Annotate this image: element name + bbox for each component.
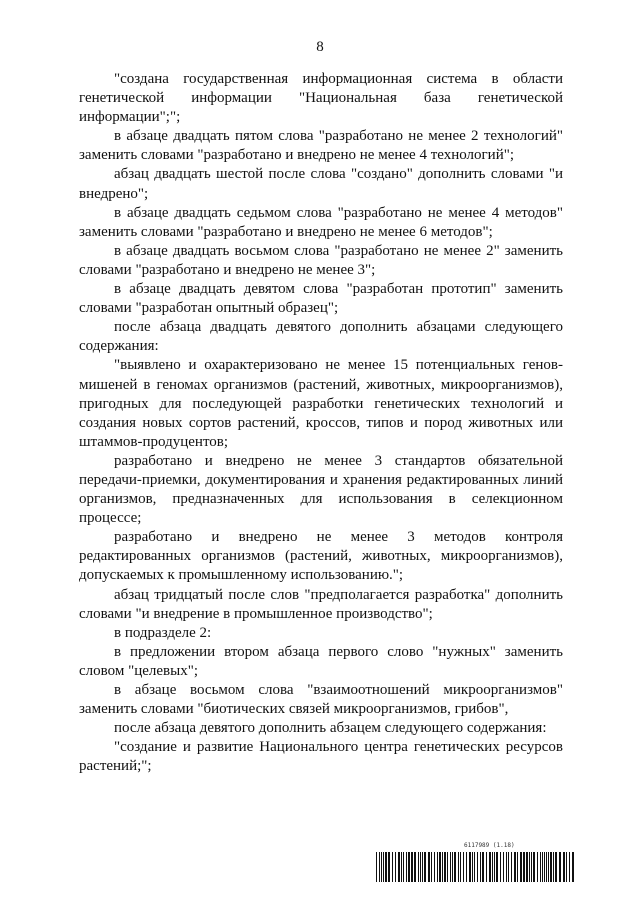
barcode-bar <box>544 852 545 882</box>
paragraph: в абзаце двадцать пятом слова "разработано не менее 2 технологий" заменить словами "разработано и внедрено не менее 4 технологий"; <box>79 128 563 164</box>
barcode-bar <box>492 852 493 882</box>
barcode-bar <box>444 852 446 882</box>
barcode-bar <box>472 852 473 882</box>
barcode-bar <box>385 852 387 882</box>
paragraph: разработано и внедрено не менее 3 стандартов обязательной передачи-приемки, документирования и хранения редактированных линий организмов, предназначенных для использования в селекционном процессе; <box>79 452 563 527</box>
barcode-bar <box>496 852 498 882</box>
barcode-bar <box>414 852 416 882</box>
barcode-bar <box>508 852 509 882</box>
paragraph: после абзаца девятого дополнить абзацем следующего содержания: <box>114 720 547 737</box>
barcode-bar <box>403 852 404 882</box>
barcode-bar <box>511 852 512 882</box>
barcode-bar <box>401 852 402 882</box>
barcode-bar <box>424 852 426 882</box>
barcode-bar <box>383 852 384 882</box>
barcode-bar <box>450 852 451 882</box>
barcode-bar <box>531 852 532 882</box>
paragraph: "создана государственная информационная система в области генетической информации "Национальная база генетической информации";"; <box>79 71 563 126</box>
barcode-bar <box>517 852 518 882</box>
paragraph: в предложении втором абзаца первого слово "нужных" заменить словом "целевых"; <box>79 643 563 679</box>
barcode-bar <box>420 852 421 882</box>
barcode-bar <box>548 852 549 882</box>
barcode-bar <box>537 852 538 882</box>
barcode-bar <box>437 852 438 882</box>
barcode-bar <box>454 852 456 882</box>
barcode-bar <box>546 852 547 882</box>
paragraph: в абзаце двадцать седьмом слова "разработано не менее 4 методов" заменить словами "разработано и внедрено не менее 6 методов"; <box>79 204 563 240</box>
barcode-bar <box>480 852 481 882</box>
barcode-bar <box>388 852 390 882</box>
barcode-bar <box>431 852 432 882</box>
paragraph: "создание и развитие Национального центра генетических ресурсов растений;"; <box>79 739 563 775</box>
barcode-bar <box>559 852 561 882</box>
barcode-bar <box>406 852 407 882</box>
barcode-bar <box>494 852 495 882</box>
barcode-bar <box>526 852 528 882</box>
barcode-bar <box>514 852 516 882</box>
document-body <box>79 70 563 776</box>
barcode-bar <box>500 852 501 882</box>
barcode-bar <box>569 852 570 882</box>
barcode-bar <box>542 852 543 882</box>
barcode-icon <box>376 852 574 882</box>
barcode-bar <box>486 852 487 882</box>
barcode-bar <box>503 852 504 882</box>
barcode-bar <box>555 852 557 882</box>
barcode-bar <box>418 852 419 882</box>
barcode-bar <box>563 852 565 882</box>
barcode-bar <box>379 852 380 882</box>
barcode-bar <box>489 852 491 882</box>
barcode-bar <box>533 852 535 882</box>
barcode-bar <box>452 852 453 882</box>
barcode-bar <box>458 852 459 882</box>
barcode-bar <box>540 852 541 882</box>
barcode-bar <box>422 852 423 882</box>
barcode-bar <box>466 852 467 882</box>
paragraph: в подразделе 2: <box>114 624 212 641</box>
barcode-bar <box>550 852 552 882</box>
barcode-footer <box>376 842 574 884</box>
paragraph: "выявлено и охарактеризовано не менее 15 потенциальных генов-мишеней в геномах организмов (растений, животных, микроорганизмов), пригодных для последующей разработки генетических технологий и создания новых сортов растений, кроссов, типов и пород животных или штаммов-продуцентов; <box>79 357 563 450</box>
barcode-bar <box>463 852 464 882</box>
paragraph: разработано и внедрено не менее 3 методов контроля редактированных организмов (растений, животных, микроорганизмов), допускаемых к промышленному использованию."; <box>79 529 563 584</box>
barcode-bar <box>469 852 471 882</box>
barcode-bar <box>520 852 522 882</box>
paragraph: после абзаца двадцать девятого дополнить абзацами следующего содержания: <box>79 319 563 355</box>
barcode-bar <box>439 852 441 882</box>
barcode-bar <box>381 852 382 882</box>
paragraph: в абзаце двадцать восьмом слова "разработано не менее 2" заменить словами "разработано и внедрено не менее 3"; <box>79 242 563 278</box>
paragraph: абзац двадцать шестой после слова "создано" дополнить словами "и внедрено"; <box>79 166 563 202</box>
barcode-bar <box>482 852 484 882</box>
barcode-bar <box>442 852 443 882</box>
barcode-bar <box>506 852 507 882</box>
paragraph: абзац тридцатый после слов "предполагается разработка" дополнить словами "и внедрение в промышленное производство"; <box>79 586 563 622</box>
barcode-caption: 6117989 (1.18) <box>464 842 515 849</box>
barcode-bar <box>447 852 448 882</box>
barcode-bar <box>553 852 554 882</box>
barcode-bar <box>411 852 413 882</box>
barcode-bar <box>474 852 475 882</box>
barcode-bar <box>395 852 396 882</box>
barcode-bar <box>434 852 435 882</box>
barcode-bar <box>392 852 393 882</box>
paragraph: в абзаце восьмом слова "взаимоотношений микроорганизмов" заменить словами "биотических связей микроорганизмов, грибов", <box>79 682 563 718</box>
barcode-bar <box>460 852 461 882</box>
barcode-bar <box>428 852 430 882</box>
barcode-bar <box>566 852 567 882</box>
barcode-bar <box>572 852 574 882</box>
barcode-bar <box>477 852 478 882</box>
page-number: 8 <box>316 39 324 55</box>
barcode-bar <box>523 852 525 882</box>
paragraph: в абзаце двадцать девятом слова "разработан прототип" заменить словами "разработан опытный образец"; <box>79 281 563 317</box>
barcode-bar <box>408 852 410 882</box>
barcode-bar <box>529 852 530 882</box>
barcode-bar <box>376 852 377 882</box>
barcode-bar <box>398 852 400 882</box>
